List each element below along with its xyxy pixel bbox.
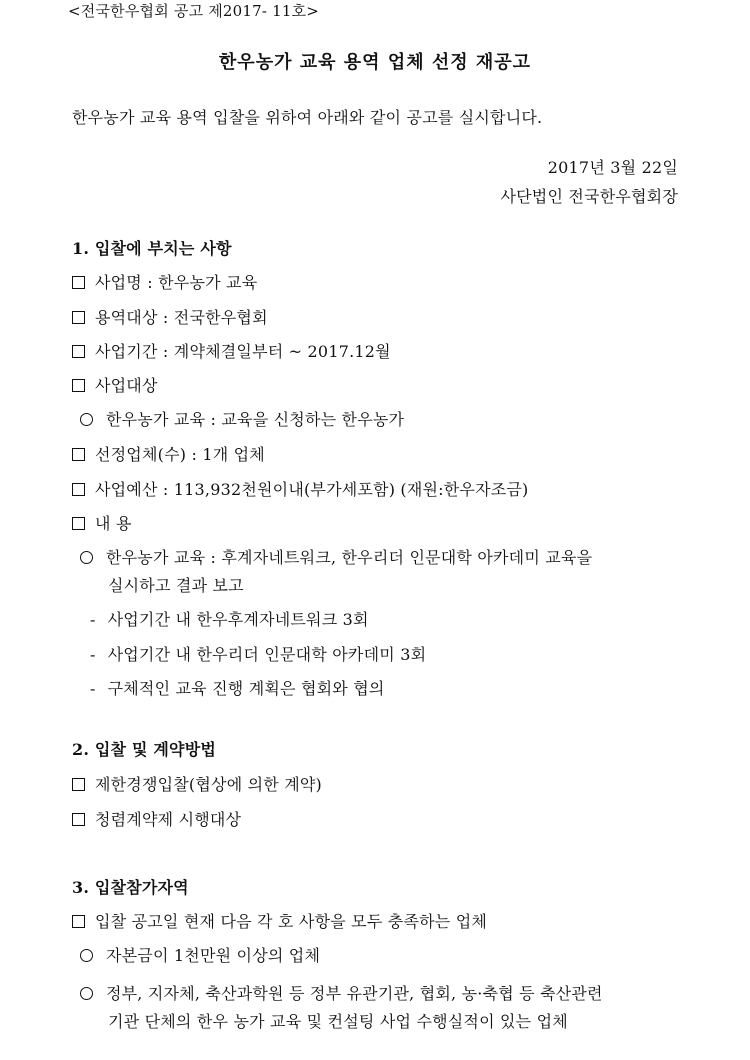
list-item-integrity-contract: 청렴계약제 시행대상 [72, 809, 241, 831]
sub-item-scope: 한우농가 교육 : 교육을 신청하는 한우농가 [80, 409, 404, 431]
checkbox-square-icon [72, 778, 85, 791]
list-item-project-name: 사업명 : 한우농가 교육 [72, 272, 257, 294]
dash-bullet-icon: - [90, 610, 96, 629]
page-title: 한우농가 교육 용역 업체 선정 재공고 [218, 52, 532, 73]
list-item-period: 사업기간 : 계약체결일부터 ~ 2017.12월 [72, 341, 391, 363]
checkbox-square-icon [72, 448, 85, 461]
section-3-heading: 3. 입찰참가자역 [72, 878, 189, 897]
checkbox-square-icon [72, 517, 85, 530]
dash-item: - 구체적인 교육 진행 계획은 협회와 협의 [90, 679, 385, 698]
list-item-scope: 사업대상 [72, 375, 158, 397]
list-item-selection: 선정업체(수) : 1개 업체 [72, 444, 265, 466]
list-item-budget: 사업예산 : 113,932천원이내(부가세포함) (재원:한우자조금) [72, 479, 529, 501]
list-item-bid-method: 제한경쟁입찰(협상에 의한 계약) [72, 774, 322, 796]
sub-item-record: 정부, 지자체, 축산과학원 등 정부 유관기관, 협회, 농·축협 등 축산관련 [80, 983, 603, 1005]
issuing-organization: 사단법인 전국한우협회장 [500, 187, 678, 206]
dash-bullet-icon: - [90, 679, 96, 698]
circle-bullet-icon [80, 551, 93, 564]
circle-bullet-icon [80, 949, 93, 962]
checkbox-square-icon [72, 276, 85, 289]
checkbox-square-icon [72, 915, 85, 928]
checkbox-square-icon [72, 345, 85, 358]
sub-item-content: 한우농가 교육 : 후계자네트워크, 한우리더 인문대학 아카데미 교육을 [80, 547, 592, 569]
list-item-target-org: 용역대상 : 전국한우협회 [72, 307, 268, 329]
section-1-heading: 1. 입찰에 부치는 사항 [72, 239, 232, 258]
checkbox-square-icon [72, 379, 85, 392]
sub-item-capital: 자본금이 1천만원 이상의 업체 [80, 945, 320, 967]
dash-bullet-icon: - [90, 645, 96, 664]
list-item-content: 내 용 [72, 513, 132, 535]
dash-item: - 사업기간 내 한우리더 인문대학 아카데미 3회 [90, 645, 427, 664]
section-2-heading: 2. 입찰 및 계약방법 [72, 740, 217, 759]
sub-item-content-continued: 실시하고 결과 보고 [108, 576, 244, 595]
notice-date: 2017년 3월 22일 [547, 158, 678, 177]
notice-number: <전국한우협회 공고 제2017- 11호> [68, 2, 320, 20]
circle-bullet-icon [80, 987, 93, 1000]
checkbox-square-icon [72, 311, 85, 324]
intro-text: 한우농가 교육 용역 입찰을 위하여 아래와 같이 공고를 실시합니다. [72, 108, 543, 127]
dash-item: - 사업기간 내 한우후계자네트워크 3회 [90, 610, 369, 629]
circle-bullet-icon [80, 413, 93, 426]
sub-item-record-continued: 기관 단체의 한우 농가 교육 및 컨설팅 사업 수행실적이 있는 업체 [108, 1012, 568, 1031]
checkbox-square-icon [72, 813, 85, 826]
list-item-requirement: 입찰 공고일 현재 다음 각 호 사항을 모두 충족하는 업체 [72, 911, 487, 933]
checkbox-square-icon [72, 483, 85, 496]
